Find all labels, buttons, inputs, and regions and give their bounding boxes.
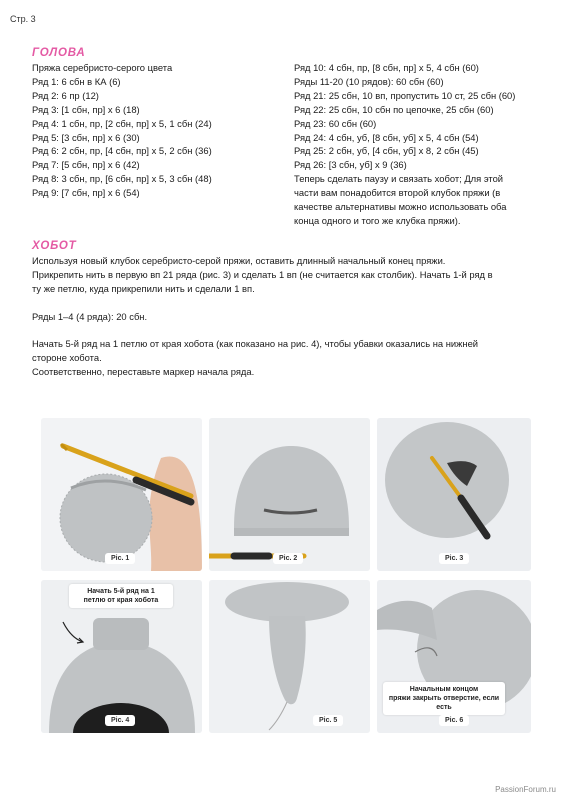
photo-3-caption: Pic. 3 (439, 553, 469, 564)
pattern-line: конца одного и того же клубка пряжи). (294, 214, 461, 226)
pattern-line: Ряд 22: 25 сбн, 10 сбн по цепочке, 25 сбн (60) (294, 103, 494, 115)
footer-watermark: PassionForum.ru (495, 785, 556, 794)
pattern-line: Ряд 3: [1 сбн, пр] x 6 (18) (32, 103, 140, 115)
page-number: Стр. 3 (10, 14, 36, 24)
instruction-line: стороне хобота. (32, 352, 102, 364)
pattern-line: части вам понадобится второй клубок пряжи (в (294, 187, 501, 199)
instruction-line: Ряды 1–4 (4 ряда): 20 сбн. (32, 310, 148, 322)
photo-5-illustration (209, 580, 370, 733)
instruction-line: Используя новый клубок серебристо-серой пряжи, оставить длинный начальный конец пряжи. (32, 255, 446, 266)
photo-1-caption: Pic. 1 (105, 553, 135, 564)
pattern-line: Ряд 2: 6 пр (12) (32, 89, 99, 101)
pattern-line: Ряд 8: 3 сбн, пр, [6 сбн, пр] x 5, 3 сбн (48) (32, 173, 212, 185)
instruction-line: ту же петлю, куда прикрепили нить и сделали 1 вп. (32, 282, 255, 294)
head-left-column (32, 61, 212, 200)
photo-1-illustration (41, 418, 202, 571)
section-title-head: ГОЛОВА (32, 47, 86, 59)
pattern-line: Ряды 11-20 (10 рядов): 60 сбн (60) (294, 75, 444, 87)
pattern-line: Ряд 23: 60 сбн (60) (294, 117, 377, 129)
instruction-line: Прикрепить нить в первую вп 21 ряда (рис. 3) и сделать 1 вп (не считается как столбик). Начать 1-й ряд в (32, 268, 493, 280)
pattern-line: Ряд 7: [5 сбн, пр] x 6 (42) (32, 159, 140, 171)
pattern-line: Ряд 4: 1 сбн, пр, [2 сбн, пр] x 5, 1 сбн (24) (32, 117, 212, 129)
pattern-line: Теперь сделать паузу и связать хобот; Для этой (294, 173, 504, 185)
photo-4-note: Начать 5-й ряд на 1 петлю от края хобота (69, 584, 173, 608)
photo-2-caption: Pic. 2 (273, 553, 303, 564)
photo-3-illustration (377, 418, 531, 571)
photo-5 (209, 580, 370, 733)
section-title-trunk: ХОБОТ (32, 240, 77, 252)
photo-4-caption: Pic. 4 (105, 715, 135, 726)
pattern-line: Ряд 1: 6 сбн в КА (6) (32, 75, 121, 87)
photo-2-illustration (209, 418, 370, 571)
pattern-line: Ряд 24: 4 сбн, уб, [8 сбн, уб] x 5, 4 сбн (54) (294, 131, 479, 143)
pattern-line: Ряд 9: [7 сбн, пр] x 6 (54) (32, 187, 140, 199)
photo-6 (377, 580, 531, 733)
photo-3 (377, 418, 531, 571)
photo-1 (41, 418, 202, 571)
pattern-line: Ряд 21: 25 сбн, 10 вп, пропустить 10 ст, 25 сбн (60) (294, 89, 516, 101)
photo-6-note: Начальным концом пряжи закрыть отверстие, если есть (383, 682, 505, 715)
pattern-line: качестве альтернативы можно использовать оба (294, 201, 507, 213)
instruction-line: Начать 5-й ряд на 1 петлю от края хобота (как показано на рис. 4), чтобы убавки оказались на нижней (32, 338, 479, 350)
photo-2 (209, 418, 370, 571)
pattern-line: Ряд 25: 2 сбн, уб, [4 сбн, уб] x 8, 2 сбн (45) (294, 145, 479, 157)
pattern-line: Пряжа серебристо-серого цвета (32, 62, 173, 73)
pattern-line: Ряд 5: [3 сбн, пр] x 6 (30) (32, 131, 140, 143)
pattern-line: Ряд 26: [3 сбн, уб] x 9 (36) (294, 159, 407, 171)
photo-4 (41, 580, 202, 733)
instruction-line: Соответственно, переставьте маркер начала ряда. (32, 366, 255, 378)
photo-5-caption: Pic. 5 (313, 715, 343, 726)
head-right-column (294, 61, 515, 228)
photo-6-caption: Pic. 6 (439, 715, 469, 726)
pattern-line: Ряд 10: 4 сбн, пр, [8 сбн, пр] x 5, 4 сбн (60) (294, 62, 479, 73)
pattern-line: Ряд 6: 2 сбн, пр, [4 сбн, пр] x 5, 2 сбн (36) (32, 145, 212, 157)
trunk-instructions (32, 254, 554, 379)
